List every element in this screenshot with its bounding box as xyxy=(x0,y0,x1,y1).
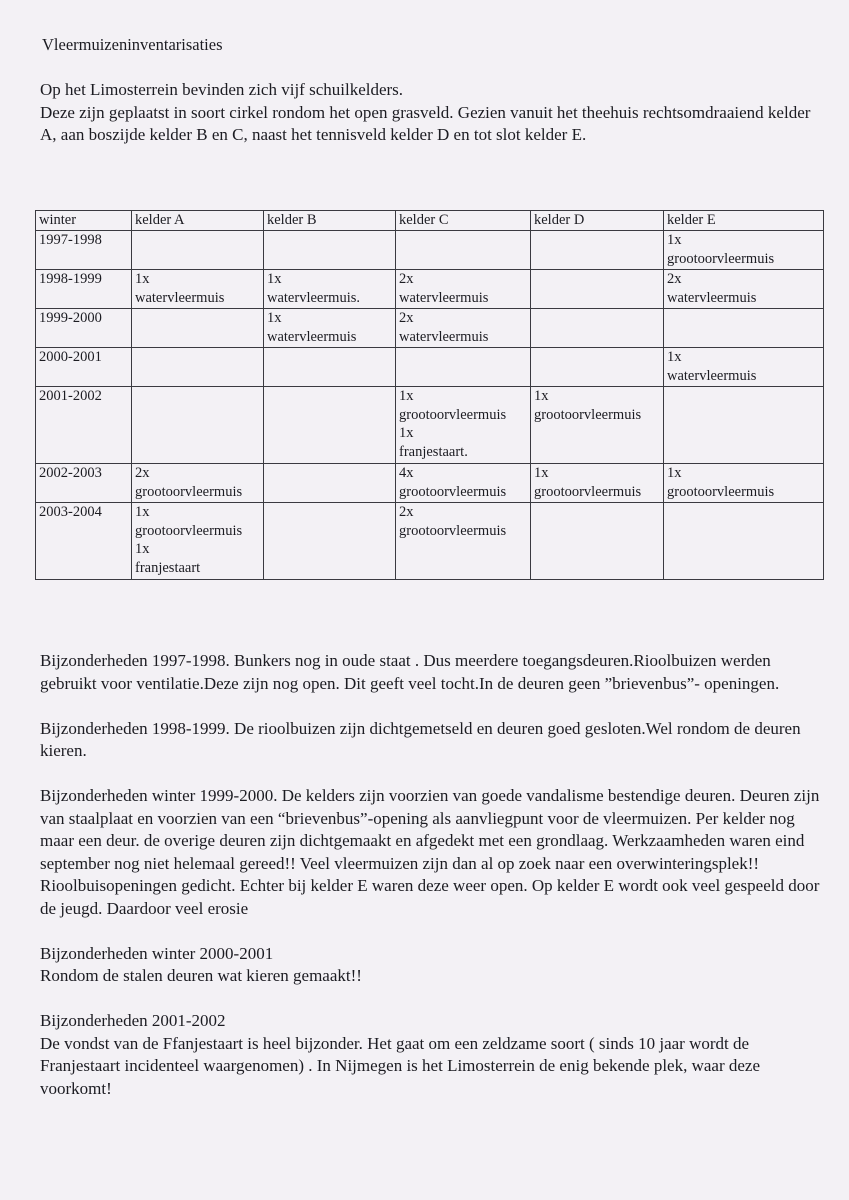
cell-line: grootoorvleermuis xyxy=(534,406,642,423)
winter-cell: 1997-1998 xyxy=(36,231,132,270)
intro-line-2: Deze zijn geplaatst in soort cirkel rondom het open grasveld. Gezien vanuit het theehuis rechtsomdraaiend kelder A, aan boszijde kelder B en C, naast het tennisveld kelder D en tot slot kelder E. xyxy=(40,102,811,144)
table-cell xyxy=(264,387,396,464)
table-cell xyxy=(664,503,824,580)
table-cell xyxy=(664,270,824,309)
document-title: Vleermuizeninventarisaties xyxy=(42,35,223,54)
table-cell xyxy=(664,387,824,464)
table-cell xyxy=(664,464,824,503)
cell-line: 1x xyxy=(135,541,150,557)
cell-line: 1x xyxy=(135,271,150,287)
note-heading: Bijzonderheden winter 2000-2001 xyxy=(40,943,274,963)
note-text: De vondst van de Ffanjestaart is heel bijzonder. Het gaat om een zeldzame soort ( sinds 10 jaar wordt de Franjestaart incidenteel waargenomen) . In Nijmegen is het Limosterrein de enig bekende plek, waar deze voorkomt! xyxy=(40,1033,761,1098)
table-cell xyxy=(264,348,396,387)
table-cell xyxy=(531,387,664,464)
table-row xyxy=(36,387,824,464)
table-cell xyxy=(531,464,664,503)
header-winter: winter xyxy=(36,211,132,231)
table-cell xyxy=(264,464,396,503)
note-2000-2001 xyxy=(40,943,830,988)
cell-line: 2x xyxy=(667,271,682,287)
winter-cell: 2001-2002 xyxy=(36,387,132,464)
cell-line: grootoorvleermuis xyxy=(135,522,243,539)
cell-line: grootoorvleermuis xyxy=(667,483,775,500)
table-cell xyxy=(396,270,531,309)
winter-cell: 2003-2004 xyxy=(36,503,132,580)
cell-line: 1x xyxy=(534,388,549,404)
cell-line: 1x xyxy=(534,465,549,481)
notes-section xyxy=(40,650,830,1123)
table-cell xyxy=(396,387,531,464)
table-cell xyxy=(531,309,664,348)
table-row xyxy=(36,503,824,580)
cell-line: grootoorvleermuis xyxy=(534,483,642,500)
cell-line: 2x xyxy=(399,504,414,520)
table-cell xyxy=(664,231,824,270)
table-cell xyxy=(264,503,396,580)
winter-cell: 2000-2001 xyxy=(36,348,132,387)
cell-line: 2x xyxy=(135,465,150,481)
table-row xyxy=(36,464,824,503)
cell-line: watervleermuis. xyxy=(267,289,361,306)
cell-line: 2x xyxy=(399,310,414,326)
table-cell xyxy=(132,387,264,464)
table-cell xyxy=(396,503,531,580)
cell-line: watervleermuis xyxy=(399,328,489,345)
cell-line: watervleermuis xyxy=(267,328,357,345)
table-row xyxy=(36,309,824,348)
header-kelder-c: kelder C xyxy=(396,211,531,231)
table-cell xyxy=(396,309,531,348)
winter-cell: 1999-2000 xyxy=(36,309,132,348)
table-cell xyxy=(531,231,664,270)
note-text: Rondom de stalen deuren wat kieren gemaakt!! xyxy=(40,966,362,985)
table-cell xyxy=(264,231,396,270)
cell-line: 1x xyxy=(667,232,682,248)
cell-line: grootoorvleermuis xyxy=(399,483,507,500)
cell-line: 4x xyxy=(399,465,414,481)
table-cell xyxy=(264,309,396,348)
cell-line: 1x xyxy=(667,465,682,481)
table-header-row xyxy=(36,211,824,231)
table-cell xyxy=(531,270,664,309)
cell-line: watervleermuis xyxy=(667,367,757,384)
cell-line: 1x xyxy=(267,310,282,326)
note-1997-1998: Bijzonderheden 1997-1998. Bunkers nog in oude staat . Dus meerdere toegangsdeuren.Rioolbuizen werden gebruikt voor ventilatie.Deze zijn nog open. Dit geeft veel tocht.In de deuren geen ”brievenbus”- openingen. xyxy=(40,651,780,693)
intro-section xyxy=(40,79,820,147)
cell-line: watervleermuis xyxy=(667,289,757,306)
table-cell xyxy=(531,348,664,387)
cell-line: watervleermuis xyxy=(135,289,225,306)
table-cell xyxy=(132,503,264,580)
cell-line: 1x xyxy=(135,504,150,520)
table-cell xyxy=(664,348,824,387)
table-row xyxy=(36,348,824,387)
table-row xyxy=(36,270,824,309)
cell-line: 1x xyxy=(267,271,282,287)
table-row xyxy=(36,231,824,270)
note-1998-1999: Bijzonderheden 1998-1999. De rioolbuizen zijn dichtgemetseld en deuren goed gesloten.Wel rondom de deuren kieren. xyxy=(40,718,801,760)
bat-inventory-table xyxy=(35,210,824,580)
note-heading: Bijzonderheden 2001-2002 xyxy=(40,1011,226,1030)
table-cell xyxy=(396,231,531,270)
cell-line: 1x xyxy=(667,349,682,365)
table-cell xyxy=(396,464,531,503)
header-kelder-d: kelder D xyxy=(531,211,664,231)
table-cell xyxy=(396,348,531,387)
cell-line: grootoorvleermuis xyxy=(667,250,775,267)
header-kelder-b: kelder B xyxy=(264,211,396,231)
cell-line: franjestaart xyxy=(135,559,201,576)
table-cell xyxy=(132,231,264,270)
note-2001-2002 xyxy=(40,1010,830,1100)
cell-line: franjestaart. xyxy=(399,443,468,460)
table-cell xyxy=(264,270,396,309)
table-cell xyxy=(132,270,264,309)
table-cell xyxy=(132,309,264,348)
winter-cell: 1998-1999 xyxy=(36,270,132,309)
note-1999-2000: Bijzonderheden winter 1999-2000. De kelders zijn voorzien van goede vandalisme bestendige deuren. Deuren zijn van staalplaat en voorzien van een “brievenbus”-opening als aanvliegpunt voor de vleermuizen. Per kelder nog maar een deur. de overige deuren zijn dichtgemaakt en afgedekt met een grondlaag. Werkzaamheden waren eind september nog niet helemaal gereed!! Veel vleermuizen zijn dan al op zoek naar een overwinteringsplek!! Rioolbuisopeningen gedicht. Echter bij kelder E waren deze weer open. Op kelder E wordt ook veel gespeeld door de jeugd. Daardoor veel erosie xyxy=(40,786,820,918)
table-cell xyxy=(132,348,264,387)
table-cell xyxy=(132,464,264,503)
cell-line: grootoorvleermuis xyxy=(135,483,243,500)
cell-line: 1x xyxy=(399,388,414,404)
cell-line: grootoorvleermuis xyxy=(399,522,507,539)
cell-line: watervleermuis xyxy=(399,289,489,306)
table-cell xyxy=(531,503,664,580)
cell-line: grootoorvleermuis xyxy=(399,406,507,423)
table-cell xyxy=(664,309,824,348)
cell-line: 2x xyxy=(399,271,414,287)
winter-cell: 2002-2003 xyxy=(36,464,132,503)
cell-line: 1x xyxy=(399,425,414,441)
header-kelder-e: kelder E xyxy=(664,211,824,231)
header-kelder-a: kelder A xyxy=(132,211,264,231)
intro-line-1: Op het Limosterrein bevinden zich vijf schuilkelders. xyxy=(40,80,404,99)
